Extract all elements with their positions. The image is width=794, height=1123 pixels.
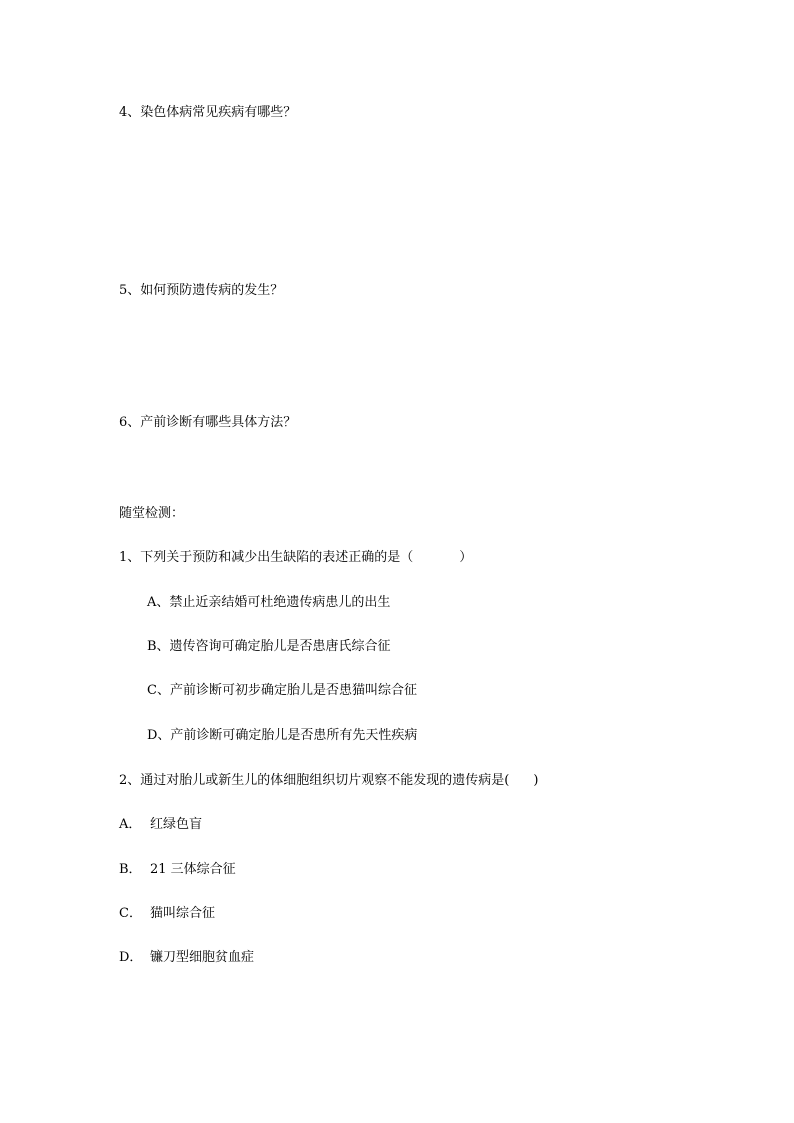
option-text: 猫叫综合征 <box>150 906 216 921</box>
option-letter: A． <box>119 817 142 832</box>
quiz-q2-stem <box>119 772 538 790</box>
quiz-heading: 随堂检测： <box>119 506 185 521</box>
quiz-q1-option-c: C、产前诊断可初步确定胎儿是否患猫叫综合征 <box>147 683 417 698</box>
quiz-q1-stem-text: 1、下列关于预防和减少出生缺陷的表述正确的是（ <box>119 550 414 565</box>
quiz-q1-stem <box>119 549 472 567</box>
option-text: 21 三体综合征 <box>150 862 236 877</box>
option-letter: B． <box>119 862 142 877</box>
quiz-q1-option-a: A、禁止近亲结婚可杜绝遗传病患儿的出生 <box>147 595 391 610</box>
question-6: 6、产前诊断有哪些具体方法？ <box>119 415 297 430</box>
option-letter: D． <box>119 950 143 965</box>
quiz-q2-stem-text: 2、通过对胎儿或新生儿的体细胞组织切片观察不能发现的遗传病是( <box>119 773 510 788</box>
quiz-q2-option-a <box>119 816 202 834</box>
option-letter: C． <box>119 906 142 921</box>
option-text: 红绿色盲 <box>150 817 203 832</box>
quiz-q2-option-d <box>119 949 254 967</box>
quiz-q2-option-c <box>119 905 215 923</box>
quiz-q1-close-paren: ） <box>459 550 473 565</box>
quiz-q1-option-d: D、产前诊断可确定胎儿是否患所有先天性疾病 <box>147 728 418 743</box>
question-4: 4、染色体病常见疾病有哪些？ <box>119 105 297 120</box>
question-5: 5、如何预防遗传病的发生？ <box>119 283 284 298</box>
quiz-q2-close-paren: ) <box>533 773 539 788</box>
quiz-q1-option-b: B、遗传咨询可确定胎儿是否患唐氏综合征 <box>147 639 391 654</box>
quiz-q2-option-b <box>119 861 236 879</box>
option-text: 镰刀型细胞贫血症 <box>150 950 255 965</box>
